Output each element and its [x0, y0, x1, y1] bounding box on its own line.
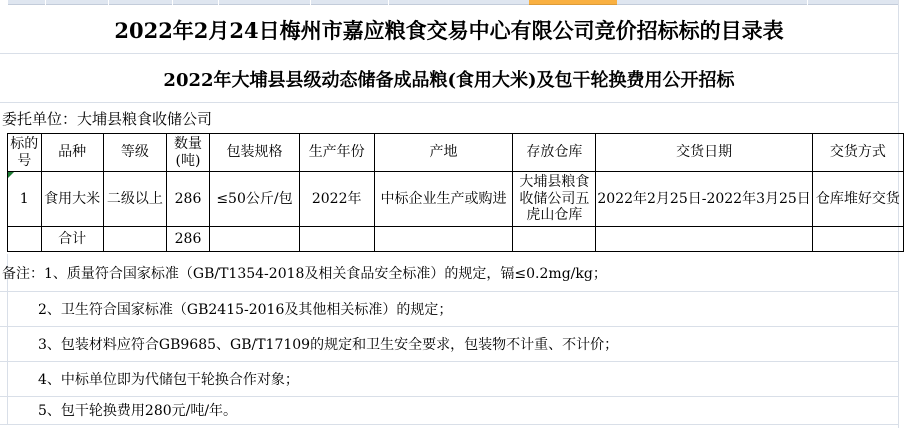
- note-5: 5、包干轮换费用280元/吨/年。: [38, 403, 238, 419]
- cell-quantity[interactable]: 286: [166, 172, 209, 227]
- client-line: 委托单位：大埔县粮食收储公司: [2, 109, 213, 128]
- cell-prod-year[interactable]: 2022年: [299, 172, 374, 227]
- bid-table: [7, 133, 904, 252]
- total-empty-cell[interactable]: [513, 227, 596, 252]
- total-empty-cell[interactable]: [812, 227, 903, 252]
- note-2: 2、卫生符合国家标准（GB2415-2016及其他相关标准）的规定；: [38, 301, 453, 318]
- col-header-lot-no[interactable]: 标的号: [8, 134, 42, 172]
- col-header-packing[interactable]: 包装规格: [210, 134, 300, 172]
- col-header-prod-year[interactable]: 生产年份: [299, 134, 374, 172]
- total-quantity-cell[interactable]: 286: [166, 227, 209, 252]
- total-label-cell[interactable]: 合计: [41, 227, 103, 252]
- cell-packing[interactable]: ≤50公斤/包: [210, 172, 300, 227]
- cell-delivery-date[interactable]: 2022年2月25日-2022年3月25日: [596, 172, 812, 227]
- page-subtitle: 2022年大埔县县级动态储备成品粮(食用大米)及包干轮换费用公开招标: [163, 69, 735, 91]
- total-empty-cell[interactable]: [596, 227, 812, 252]
- col-header-delivery-date[interactable]: 交货日期: [596, 134, 812, 172]
- note-4: 4、中标单位即为代储包干轮换合作对象；: [38, 371, 299, 388]
- total-empty-cell[interactable]: [210, 227, 300, 252]
- col-header-grade[interactable]: 等级: [103, 134, 166, 172]
- table-total-row: [8, 227, 904, 252]
- total-empty-cell[interactable]: [8, 227, 42, 252]
- col-header-origin[interactable]: 产地: [374, 134, 513, 172]
- gridline: [0, 424, 898, 425]
- col-header-quantity[interactable]: 数量(吨): [166, 134, 209, 172]
- error-indicator-triangle: [8, 172, 14, 178]
- total-empty-cell[interactable]: [103, 227, 166, 252]
- total-empty-cell[interactable]: [299, 227, 374, 252]
- col-header-delivery-method[interactable]: 交货方式: [812, 134, 903, 172]
- note-3: 3、包装材料应符合GB9685、GB/T17109的规定和卫生安全要求，包装物不计重、不计价；: [38, 336, 619, 353]
- cell-origin[interactable]: 中标企业生产或购进: [374, 172, 513, 227]
- note-1: 备注：1、质量符合国家标准（GB/T1354-2018及相关食品安全标准）的规定，镉≤0.2mg/kg；: [2, 265, 607, 282]
- table-row: [8, 172, 904, 227]
- cell-variety[interactable]: 食用大米: [41, 172, 103, 227]
- col-header-variety[interactable]: 品种: [41, 134, 103, 172]
- col-header-warehouse[interactable]: 存放仓库: [513, 134, 596, 172]
- cell-delivery-method[interactable]: 仓库堆好交货: [812, 172, 903, 227]
- cell-grade[interactable]: 二级以上: [103, 172, 166, 227]
- table-header-row: [8, 134, 904, 172]
- page-title: 2022年2月24日梅州市嘉应粮食交易中心有限公司竞价招标标的目录表: [114, 17, 784, 43]
- cell-warehouse[interactable]: 大埔县粮食收储公司五虎山仓库: [513, 172, 596, 227]
- total-empty-cell[interactable]: [374, 227, 513, 252]
- cell-lot-no[interactable]: 1: [8, 172, 42, 227]
